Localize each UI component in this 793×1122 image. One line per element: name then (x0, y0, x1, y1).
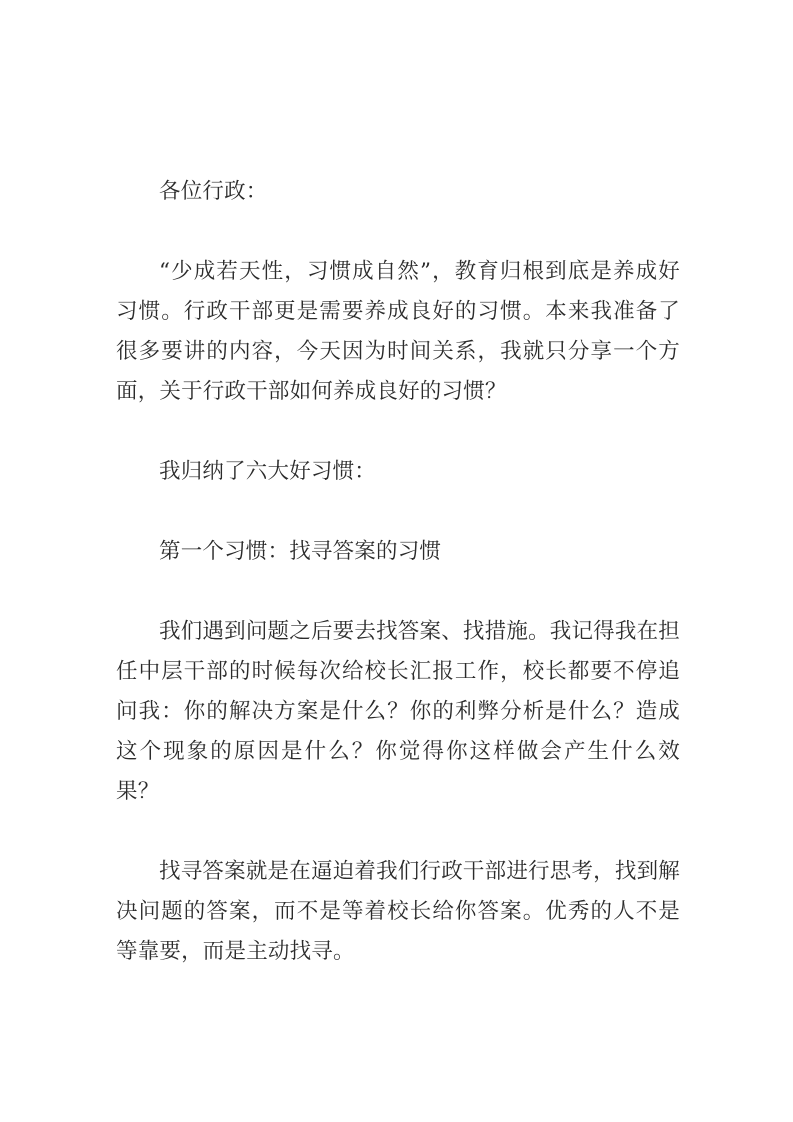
paragraph-habit-one-heading: 第一个习惯：找寻答案的习惯 (159, 539, 442, 564)
paragraph-salutation: 各位行政： (159, 179, 268, 204)
document-body (116, 172, 680, 972)
paragraph-intro: “少成若天性，习惯成自然”，教育归根到底是养成好习惯。行政干部更是需要养成良好的习惯。本来我准备了很多要讲的内容，今天因为时间关系，我就只分享一个方面，关于行政干部如何养成良好的习惯？ (116, 259, 680, 404)
paragraph-habit-one-conclusion: 找寻答案就是在逼迫着我们行政干部进行思考，找到解决问题的答案，而不是等着校长给你答案。优秀的人不是等靠要，而是主动找寻。 (116, 859, 680, 964)
paragraph-summary: 我归纳了六大好习惯： (159, 459, 377, 484)
paragraph-habit-one-body: 我们遇到问题之后要去找答案、找措施。我记得我在担任中层干部的时候每次给校长汇报工作，校长都要不停追问我：你的解决方案是什么？你的利弊分析是什么？造成这个现象的原因是什么？你觉得你这样做会产生什么效果？ (116, 619, 680, 804)
